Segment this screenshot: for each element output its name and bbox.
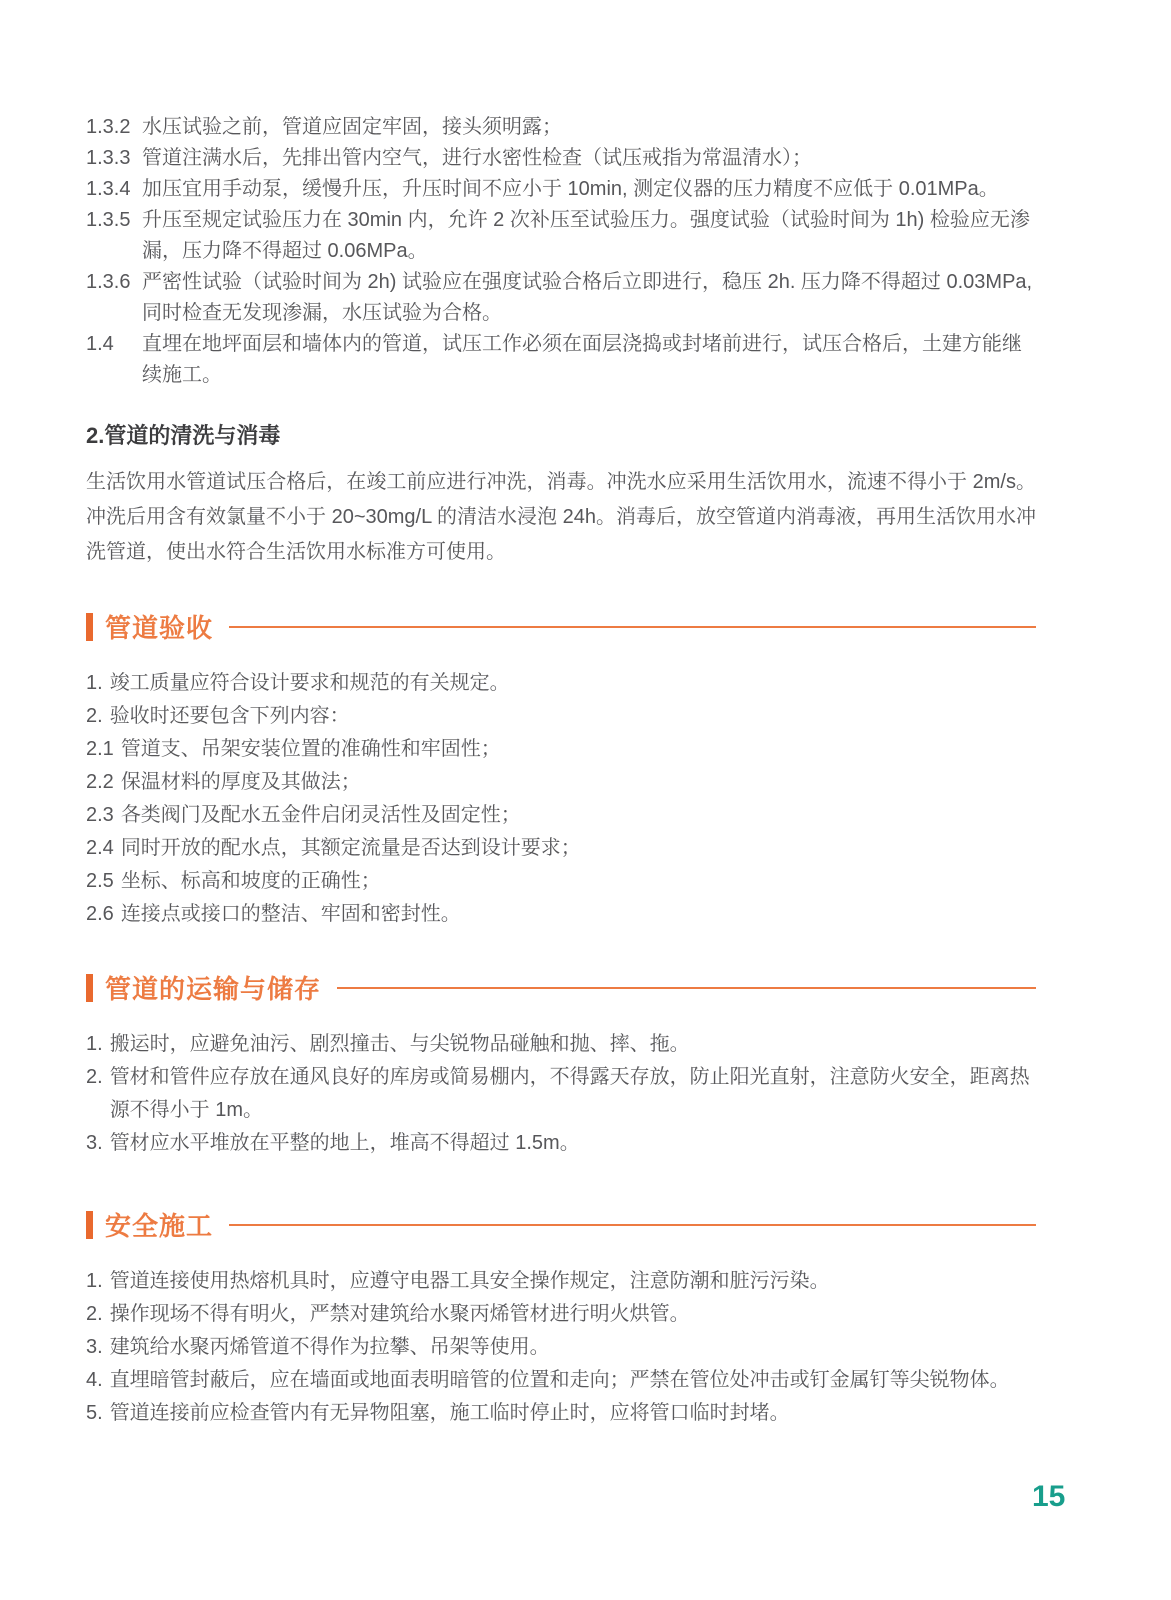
item-text: 管材和管件应存放在通风良好的库房或简易棚内，不得露天存放，防止阳光直射，注意防火安全，距离热源不得小于 1m。 <box>109 1066 1030 1121</box>
list-item <box>86 1397 1036 1430</box>
list-item <box>86 1331 1036 1364</box>
item-number: 2. <box>86 1066 103 1088</box>
clause-number: 1.3.4 <box>86 178 131 200</box>
item-number: 3. <box>86 1336 103 1358</box>
list-item <box>86 1061 1036 1127</box>
safety-list <box>86 1265 1036 1430</box>
item-text: 建筑给水聚丙烯管道不得作为拉攀、吊架等使用。 <box>109 1336 550 1358</box>
section-title: 安全施工 <box>105 1211 214 1241</box>
section-header-transport <box>86 969 1036 1006</box>
page-number: 15 <box>1032 1480 1066 1513</box>
acceptance-list <box>86 667 1036 931</box>
section-accent-bar <box>86 1211 93 1239</box>
item-text: 直埋暗管封蔽后，应在墙面或地面表明暗管的位置和走向；严禁在管位处冲击或钉金属钉等尖锐物体。 <box>109 1369 1010 1391</box>
clause-text: 升压至规定试验压力在 30min 内，允许 2 次补压至试验压力。强度试验（试验时间为 1h) 检验应无渗漏，压力降不得超过 0.06MPa。 <box>142 209 1030 262</box>
item-text: 管道连接前应检查管内有无异物阻塞，施工临时停止时，应将管口临时封堵。 <box>109 1402 790 1424</box>
section-rule-line <box>229 1224 1036 1226</box>
list-item <box>86 1265 1036 1298</box>
clause-text: 管道注满水后，先排出管内空气，进行水密性检查（试压戒指为常温清水）； <box>142 147 812 169</box>
clause-text: 直埋在地坪面层和墙体内的管道，试压工作必须在面层浇捣或封堵前进行，试压合格后，土建方能继续施工。 <box>142 333 1022 386</box>
intro-clause <box>86 267 1036 329</box>
item-text: 同时开放的配水点，其额定流量是否达到设计要求； <box>120 837 581 859</box>
intro-clause <box>86 112 1036 143</box>
clause-number: 1.3.2 <box>86 116 131 138</box>
list-item <box>86 700 1036 733</box>
document-page <box>86 112 1036 1430</box>
list-item <box>86 1298 1036 1331</box>
item-number: 1. <box>86 1270 103 1292</box>
cleaning-section-title: 2.管道的清洗与消毒 <box>86 423 281 448</box>
clause-text: 加压宜用手动泵，缓慢升压，升压时间不应小于 10min, 测定仪器的压力精度不应低于 0.01MPa。 <box>142 178 999 200</box>
item-number: 1. <box>86 1033 103 1055</box>
section-rule-line <box>229 626 1036 628</box>
item-number: 4. <box>86 1369 103 1391</box>
intro-clause <box>86 143 1036 174</box>
section-title: 管道的运输与储存 <box>105 974 322 1004</box>
item-number: 2.5 <box>86 870 114 892</box>
section-header-safety <box>86 1206 1036 1243</box>
list-item <box>86 832 1036 865</box>
list-item <box>86 766 1036 799</box>
section-accent-bar <box>86 974 93 1002</box>
list-item <box>86 1028 1036 1061</box>
section-rule-line <box>337 987 1036 989</box>
item-text: 搬运时，应避免油污、剧烈撞击、与尖锐物品碰触和抛、摔、拖。 <box>109 1033 690 1055</box>
intro-clause <box>86 329 1036 391</box>
list-item <box>86 733 1036 766</box>
list-item <box>86 1364 1036 1397</box>
item-number: 2. <box>86 705 103 727</box>
item-text: 验收时还要包含下列内容： <box>109 705 350 727</box>
item-text: 管道连接使用热熔机具时，应遵守电器工具安全操作规定，注意防潮和脏污污染。 <box>109 1270 830 1292</box>
item-number: 2. <box>86 1303 103 1325</box>
item-text: 保温材料的厚度及其做法； <box>120 771 361 793</box>
intro-clause-list <box>86 112 1036 391</box>
item-number: 2.6 <box>86 903 114 925</box>
section-header-acceptance <box>86 608 1036 645</box>
section-accent-bar <box>86 613 93 641</box>
item-text: 操作现场不得有明火，严禁对建筑给水聚丙烯管材进行明火烘管。 <box>109 1303 690 1325</box>
item-text: 各类阀门及配水五金件启闭灵活性及固定性； <box>120 804 521 826</box>
item-text: 坐标、标高和坡度的正确性； <box>120 870 381 892</box>
item-text: 管道支、吊架安装位置的准确性和牢固性； <box>120 738 501 760</box>
list-item <box>86 865 1036 898</box>
item-number: 5. <box>86 1402 103 1424</box>
item-text: 竣工质量应符合设计要求和规范的有关规定。 <box>109 672 510 694</box>
clause-text: 严密性试验（试验时间为 2h) 试验应在强度试验合格后立即进行，稳压 2h. 压力降不得超过 0.03MPa, 同时检查无发现渗漏，水压试验为合格。 <box>142 271 1033 324</box>
item-number: 2.1 <box>86 738 114 760</box>
list-item <box>86 799 1036 832</box>
item-text: 连接点或接口的整洁、牢固和密封性。 <box>120 903 461 925</box>
section-title: 管道验收 <box>105 613 214 643</box>
item-number: 2.2 <box>86 771 114 793</box>
transport-list <box>86 1028 1036 1160</box>
list-item <box>86 667 1036 700</box>
cleaning-section-body: 生活饮用水管道试压合格后，在竣工前应进行冲洗，消毒。冲洗水应采用生活饮用水，流速不得小于 2m/s。冲洗后用含有效氯量不小于 20~30mg/L 的清洁水浸泡 24h。消毒后，放空管道内消毒液，再用生活饮用水冲洗管道，使出水符合生活饮用水标准方可使用。 <box>86 471 1036 563</box>
intro-clause <box>86 205 1036 267</box>
item-number: 2.4 <box>86 837 114 859</box>
item-text: 管材应水平堆放在平整的地上，堆高不得超过 1.5m。 <box>109 1132 580 1154</box>
list-item <box>86 1127 1036 1160</box>
clause-text: 水压试验之前，管道应固定牢固，接头须明露； <box>142 116 562 138</box>
clause-number: 1.4 <box>86 333 114 355</box>
clause-number: 1.3.5 <box>86 209 131 231</box>
list-item <box>86 898 1036 931</box>
clause-number: 1.3.3 <box>86 147 131 169</box>
intro-clause <box>86 174 1036 205</box>
item-number: 3. <box>86 1132 103 1154</box>
item-number: 1. <box>86 672 103 694</box>
item-number: 2.3 <box>86 804 114 826</box>
clause-number: 1.3.6 <box>86 271 131 293</box>
